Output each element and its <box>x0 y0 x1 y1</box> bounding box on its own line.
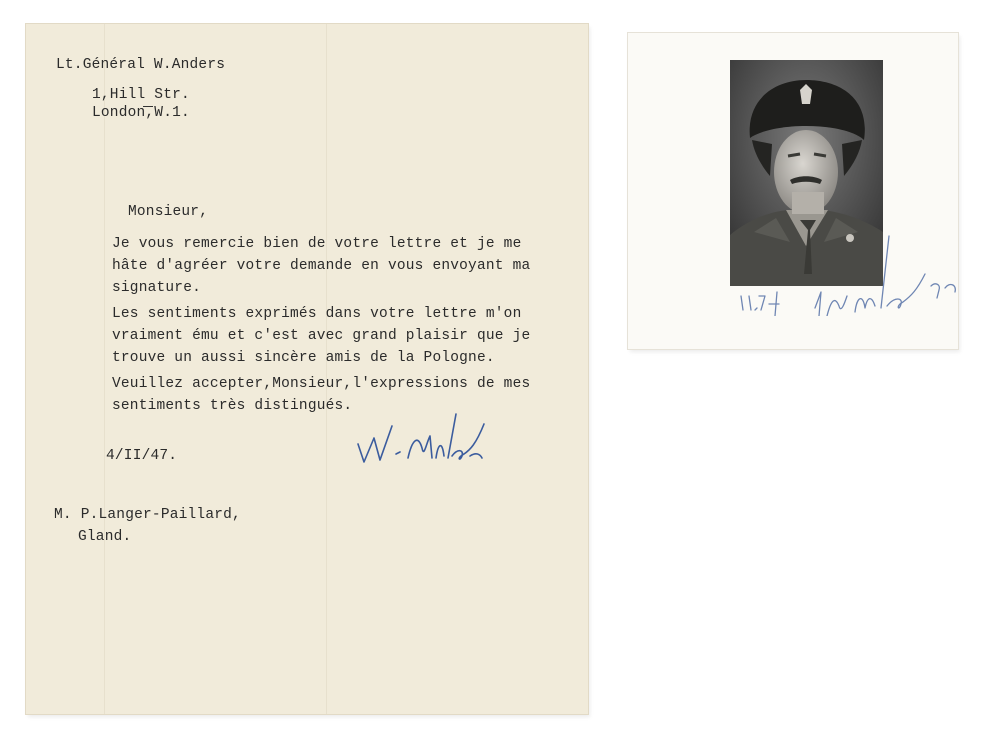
paper-crease <box>326 24 327 714</box>
sender-city: London,W.1. <box>92 105 190 121</box>
body-line: signature. <box>112 280 202 296</box>
recipient-city: Gland. <box>78 529 132 545</box>
salutation: Monsieur, <box>128 204 209 220</box>
typed-letter <box>26 24 588 714</box>
sender-street: 1,Hill Str. <box>92 87 190 103</box>
sender-name: Lt.Général W.Anders <box>56 57 226 73</box>
body-line: sentiments très distingués. <box>112 398 353 414</box>
letter-date: 4/II/47. <box>106 448 178 464</box>
recipient-name: M. P.Langer-Paillard, <box>54 507 241 523</box>
body-line: Les sentiments exprimés dans votre lettre m'on <box>112 306 522 322</box>
paper-crease <box>104 24 105 714</box>
body-line: vraiment ému et c'est avec grand plaisir que je <box>112 328 531 344</box>
handwritten-signature-photo <box>735 216 965 316</box>
body-line: Veuillez accepter,Monsieur,l'expressions de mes <box>112 376 531 392</box>
handwritten-signature <box>352 404 492 464</box>
body-line: Je vous remercie bien de votre lettre et je me <box>112 236 522 252</box>
body-line: trouve un aussi sincère amis de la Pologne. <box>112 350 495 366</box>
body-line: hâte d'agréer votre demande en vous envoyant ma <box>112 258 531 274</box>
